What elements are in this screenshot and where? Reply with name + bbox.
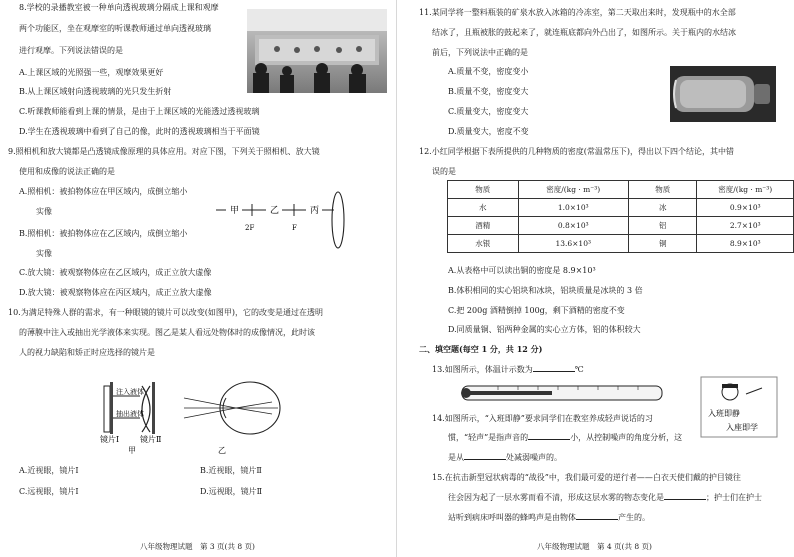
q14-text: 惯，“轻声”是指声音的 — [448, 433, 529, 442]
table-header-row — [448, 181, 794, 199]
q11-option-d: D.质量变大，密度不变 — [448, 127, 529, 136]
table-cell: 铜 — [628, 235, 697, 253]
q14-text: 小，从控制噪声的角度分析，这 — [570, 433, 683, 442]
lens-2-label: 镜片Ⅱ — [140, 435, 162, 444]
q15-text: 站听到病床呼叫器的蜂鸣声是由物体 — [448, 513, 576, 522]
q12-option-d: D.同质量铜、铝两种金属的实心立方体，铝的体积较大 — [448, 325, 641, 334]
q14-answer-blank-2[interactable] — [464, 452, 506, 460]
q12-option-c: C.把 200g 酒精倒掉 100g，剩下酒精的密度不变 — [448, 306, 625, 315]
glasses-lens-diagram — [100, 368, 300, 456]
table-header-cell: 物质 — [448, 181, 519, 199]
q14-text: 是从 — [448, 453, 464, 462]
table-header-cell: 物质 — [628, 181, 697, 199]
q11-option-c: C.质量变大，密度变大 — [448, 107, 529, 116]
extract-liquid-label: 抽出液体 — [116, 410, 144, 418]
q14-answer-blank-1[interactable] — [528, 432, 570, 440]
q9-option-a-cont: 实像 — [36, 207, 52, 216]
zone-bing-label: 丙 — [310, 206, 320, 216]
density-table — [447, 180, 794, 253]
table-cell: 水银 — [448, 235, 519, 253]
q10-stem-line: 人的视力缺陷和矫正时应选择的镜片是 — [19, 348, 155, 357]
mark-f-label: F — [292, 224, 297, 232]
q12-stem-line: 12.小红同学根据下表所提供的几种物质的密度(常温常压下)，得出以下四个结论，其中错 — [419, 147, 734, 156]
q15-text: 产生的。 — [618, 513, 650, 522]
q13-unit: ℃ — [574, 365, 584, 374]
page-3-footer: 八年级物理试题 第 3 页(共 8 页) — [140, 542, 255, 551]
quiet-classroom-sign-image — [700, 376, 778, 438]
q8-option-d: D.学生在透视玻璃中看到了自己的像，此时的透视玻璃相当于平面镜 — [19, 127, 260, 136]
q8-stem-line: 8.学校的录播教室被一种单向透视玻璃分隔成上课和观摩 — [19, 3, 219, 12]
table-cell: 冰 — [628, 199, 697, 217]
q9-option-a: A.照相机：被拍物体应在甲区域内，成倒立缩小 — [19, 187, 188, 196]
q14-text: 处减弱噪声的。 — [506, 453, 562, 462]
table-row — [448, 199, 794, 217]
q12-option-b: B.体积相同的实心铝块和冰块，铝块质量是冰块的 3 倍 — [448, 286, 643, 295]
q9-stem-line: 使用和成像的说法正确的是 — [19, 167, 115, 176]
convex-lens — [332, 192, 344, 248]
zone-jia-label: 甲 — [230, 206, 240, 216]
table-cell: 13.6×10³ — [518, 235, 628, 253]
q8-option-c: C.听课教师能看到上课的情景，是由于上课区域的光能透过透视玻璃 — [19, 107, 260, 116]
q13-text: 13.如图所示，体温计示数为 — [432, 365, 533, 374]
q15-text: 往会因为起了一层水雾而看不清，形成这层水雾的物态变化是 — [448, 493, 664, 502]
table-cell: 8.9×10³ — [697, 235, 794, 253]
sign-bottom-text: 入座即学 — [726, 423, 758, 432]
table-row — [448, 235, 794, 253]
q9-option-b: B.照相机：被拍物体应在乙区域内，成倒立缩小 — [19, 229, 188, 238]
q11-option-a: A.质量不变，密度变小 — [448, 67, 529, 76]
q15-line: 15.在抗击新型冠状病毒的“战役”中，我们最可爱的逆行者——白衣天使们戴的护目镜往 — [432, 473, 741, 482]
zone-yi-label: 乙 — [270, 206, 280, 216]
q15-answer-blank-1[interactable] — [664, 492, 706, 500]
q8-option-b: B.从上课区域射向透视玻璃的光只发生折射 — [19, 87, 172, 96]
q9-option-c: C.放大镜：被观察物体应在乙区域内，成正立放大虚像 — [19, 268, 212, 277]
mark-2f-label: 2F — [245, 224, 255, 232]
q10-option-b: B.近视眼，镜片Ⅱ — [200, 466, 262, 475]
q15-answer-blank-2[interactable] — [576, 512, 618, 520]
q11-stem-line: 11.某同学将一整料瓶装的矿泉水放入冰箱的冷冻室，第二天取出来时，发现瓶中的水全部 — [419, 8, 736, 17]
frozen-bottle-photo — [670, 66, 776, 122]
table-cell: 2.7×10³ — [697, 217, 794, 235]
table-cell: 0.9×10³ — [697, 199, 794, 217]
table-cell: 0.8×10³ — [518, 217, 628, 235]
q11-stem-line: 前后，下列说法中正确的是 — [432, 48, 528, 57]
figure-yi-label: 乙 — [218, 446, 226, 455]
q9-stem-line: 9.照相机和放大镜都是凸透镜成像原理的具体应用。对应下图，下列关于照相机、放大镜 — [8, 147, 320, 156]
page-4-footer: 八年级物理试题 第 4 页(共 8 页) — [537, 542, 652, 551]
q8-option-a: A.上课区域的光照强一些，观摩效果更好 — [19, 68, 164, 77]
table-cell: 1.0×10³ — [518, 199, 628, 217]
q10-option-a: A.近视眼，镜片Ⅰ — [19, 466, 79, 475]
q9-option-d: D.放大镜：被观察物体应在丙区域内，成正立放大虚像 — [19, 288, 212, 297]
lens-zone-diagram — [214, 190, 354, 262]
q13-answer-blank[interactable] — [533, 364, 575, 372]
table-header-cell: 密度/(kg · m⁻³) — [518, 181, 628, 199]
table-cell: 水 — [448, 199, 519, 217]
q8-stem-line: 进行观摩。下列说法错误的是 — [19, 46, 123, 55]
classroom-observation-photo — [247, 9, 387, 93]
table-header-cell: 密度/(kg · m⁻³) — [697, 181, 794, 199]
q11-stem-line: 结冰了，且瓶被胀的鼓起来了，就连瓶底都向外凸出了，如图所示。关于瓶内的水结冰 — [432, 28, 736, 37]
clinical-thermometer-image — [458, 378, 673, 408]
q10-option-c: C.远视眼，镜片Ⅰ — [19, 487, 79, 496]
figure-jia-label: 甲 — [128, 446, 136, 455]
section-fill-in-blank-heading: 二、填空题(每空 1 分，共 12 分) — [419, 344, 543, 354]
q9-option-b-cont: 实像 — [36, 249, 52, 258]
table-cell: 铝 — [628, 217, 697, 235]
q12-option-a: A.从表格中可以读出铜的密度是 8.9×10³ — [448, 266, 596, 275]
q10-stem-line: 10.为满足特殊人群的需求，有一种眼镜的镜片可以改变(如图甲)，它的改变是通过在透明 — [8, 308, 323, 317]
sign-top-text: 入班即静 — [708, 409, 740, 418]
q11-option-b: B.质量不变，密度变大 — [448, 87, 529, 96]
q12-stem-line: 误的是 — [432, 167, 456, 176]
q10-stem-line: 的薄膜中注入或抽出光学液体来实现。图乙是某人看远处物体时的成像情况，此时该 — [19, 328, 315, 337]
q10-option-d: D.远视眼，镜片Ⅱ — [200, 487, 263, 496]
table-row — [448, 217, 794, 235]
lens-1-label: 镜片Ⅰ — [100, 435, 120, 444]
q15-text: ；护士们在护士 — [706, 493, 762, 502]
q14-line: 14.如图所示，“入班即静”要求同学们在教室养成轻声说话的习 — [432, 414, 653, 423]
q8-stem-line: 两个功能区，坐在观摩室的听课教师通过单向透视玻璃 — [19, 24, 211, 33]
inject-liquid-label: 注入液体 — [116, 388, 144, 396]
table-cell: 酒精 — [448, 217, 519, 235]
